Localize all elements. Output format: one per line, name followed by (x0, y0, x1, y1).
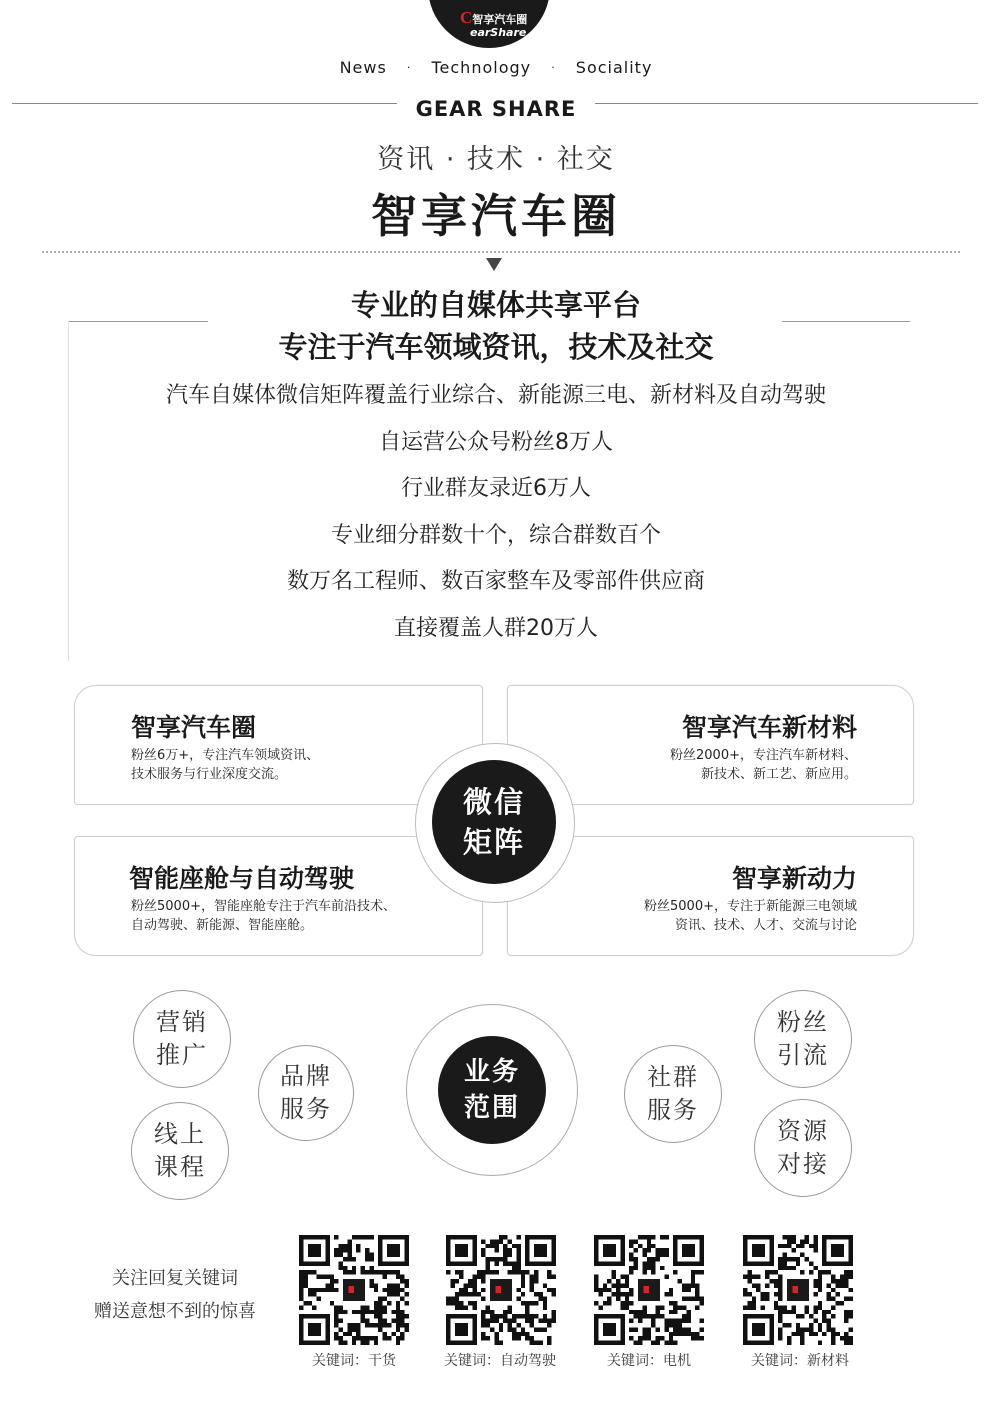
qr-code-icon[interactable] (299, 1235, 409, 1345)
nav-sociality: Sociality (575, 58, 653, 77)
card-title: 智能座舱与自动驾驶 (129, 864, 355, 893)
card-title: 智享汽车圈 (131, 713, 257, 742)
logo-c-letter: C (460, 8, 473, 27)
card-desc: 粉丝2000+，专注汽车新材料、 新技术、新工艺、新应用。 (670, 748, 857, 782)
frame-line (782, 321, 910, 322)
qr-label: 关键词：自动驾驶 (444, 1353, 556, 1369)
logo-text: C智享汽车圈 earShare (460, 8, 528, 39)
dotted-divider (42, 251, 960, 253)
qr-tip: 关注回复关键词 赠送意想不到的惊喜 (94, 1268, 256, 1322)
qr-label: 关键词：电机 (607, 1353, 691, 1369)
card-desc: 粉丝6万+，专注汽车领域资讯、 技术服务与行业深度交流。 (131, 748, 320, 782)
top-nav (0, 58, 992, 77)
gear-share-title: GEAR SHARE (415, 97, 577, 121)
list-item: 汽车自媒体微信矩阵覆盖行业综合、新能源三电、新材料及自动驾驶 (165, 383, 826, 408)
qr-code-icon[interactable] (594, 1235, 704, 1345)
card-title: 智享汽车新材料 (681, 713, 857, 742)
down-arrow-icon (486, 258, 502, 271)
list-item: 数万名工程师、数百家整车及零部件供应商 (286, 569, 705, 594)
slogan: 资讯 · 技术 · 社交 (377, 144, 615, 175)
nav-technology: Technology (431, 58, 532, 77)
frame-line (68, 321, 208, 322)
list-item: 行业群友录近6万人 (401, 476, 591, 501)
business-item-resource: 资源 对接 (754, 1099, 852, 1197)
business-item-online-course: 线上 课程 (131, 1102, 229, 1200)
nav-separator: · (406, 61, 412, 74)
matrix-hub: 微信 矩阵 (432, 760, 556, 884)
logo-en-text: earShare (470, 26, 527, 39)
intro-title (0, 284, 992, 368)
card-desc: 粉丝5000+，专注于新能源三电领域 资讯、技术、人才、交流与讨论 (644, 899, 857, 933)
card-title: 智享新动力 (731, 864, 857, 893)
intro-title-line1: 专业的自媒体共享平台 (350, 288, 641, 322)
qr-code-icon[interactable] (446, 1235, 556, 1345)
matrix-card-new-materials (507, 685, 914, 805)
logo (428, 0, 550, 48)
nav-news: News (339, 58, 387, 77)
qr-code-icon[interactable] (743, 1235, 853, 1345)
intro-title-line2: 专注于汽车领域资讯，技术及社交 (278, 330, 714, 364)
nav-separator: · (551, 61, 556, 74)
business-item-marketing: 营销 推广 (133, 990, 231, 1088)
list-item: 直接覆盖人群20万人 (394, 615, 598, 641)
brand-title: 智享汽车圈 (371, 189, 621, 243)
business-item-fan-traffic: 粉丝 引流 (754, 990, 852, 1088)
card-desc: 粉丝5000+，智能座舱专注于汽车前沿技术、 自动驾驶、新能源、智能座舱。 (131, 899, 396, 933)
list-item: 自运营公众号粉丝8万人 (379, 429, 613, 455)
business-hub: 业务 范围 (438, 1036, 546, 1144)
qr-label: 关键词：新材料 (751, 1353, 849, 1369)
business-item-community: 社群 服务 (624, 1045, 722, 1143)
intro-list (0, 376, 992, 655)
business-item-brand-service: 品牌 服务 (258, 1045, 354, 1141)
list-item: 专业细分群数十个，综合群数百个 (330, 522, 661, 548)
qr-label: 关键词：干货 (312, 1353, 396, 1369)
matrix-card-gearshare (74, 685, 483, 805)
